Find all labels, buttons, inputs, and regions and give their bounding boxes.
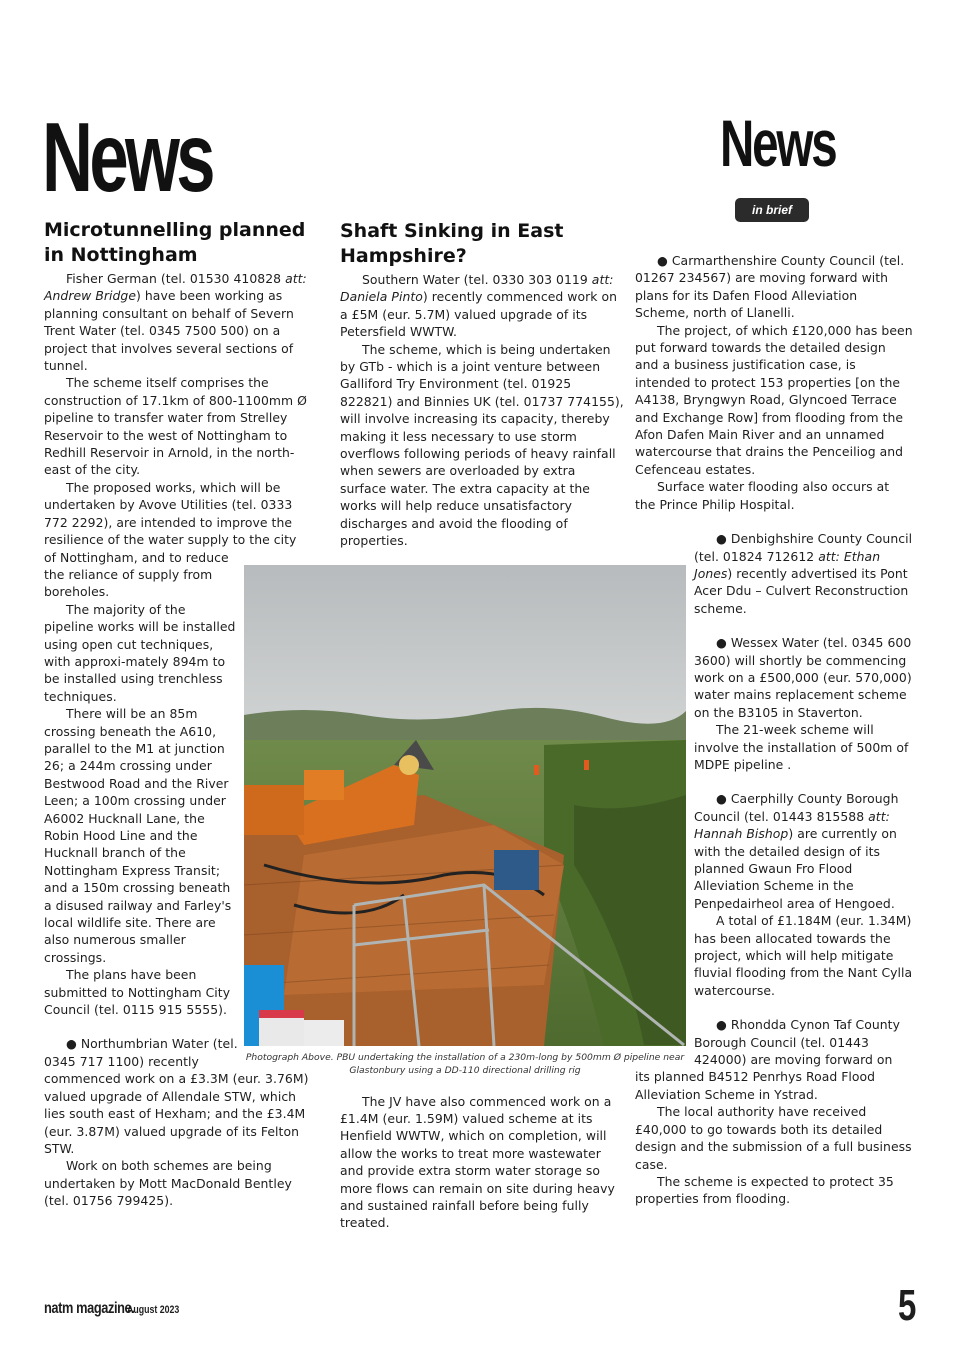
page-number: 5 (898, 1281, 917, 1330)
masthead-news-left: News (42, 102, 212, 212)
article-paragraph: The 21-week scheme will involve the installation of 500m of MDPE pipeline . (694, 722, 909, 772)
article-paragraph: Southern Water (tel. 0330 303 0119 att: Daniela Pinto) recently commenced work on a £5M (eur. 5.7M) valued upgrade of its Petersfield WWTW. (340, 272, 617, 340)
brief-rhondda: ● Rhondda Cynon Taf County Borough Council (tel. 01443 424000) are moving forward on (694, 1017, 900, 1068)
brief-carmarthenshire: ● Carmarthenshire County Council (tel. 01267 234567) are moving forward with plans for its Dafen Flood Alleviation Scheme, north of Llanelli. (635, 253, 905, 321)
brief-caerphilly: ● Caerphilly County Borough Council (tel. 01443 815588 att: Hannah Bishop) are currently on with the detailed design of its planned Gwaun Fro Flood Alleviation Scheme in the Penpedairheol area of Hengoed. (694, 791, 899, 911)
headline-microtunnelling: Microtunnelling planned in Nottingham (44, 219, 306, 266)
drilling-rig-photo-illustration (244, 565, 686, 1046)
article-paragraph: The proposed works, which will be undertaken by Avove Utilities (tel. 0333 772 2292), are intended to improve the resilience of the water supply to the city (44, 479, 297, 548)
article-paragraph: The scheme, which is being undertaken by GTb - which is a joint venture between Galliford Try Environment (tel. 01925 822821) and Binnies UK (tel. 01737 774155), will involve increasing its capacity, thereby making it less necessary to use storm overflows following periods of heavy rainfall when sewers are overloaded by extra surface water. The extra capacity at the works will help reduce unsatisfactory discharges and avoid the flooding of properties. (340, 341, 624, 549)
article-paragraph: Surface water flooding also occurs at the Prince Philip Hospital. (635, 479, 890, 512)
footer-issue-date: August 2023 (127, 1304, 180, 1316)
article-paragraph: The JV have also commenced work on a £1.4M (eur. 1.59M) valued scheme at its Henfield WWTW, which on completion, will allow the works to treat more wastewater and provide extra storm water storage so more flows can remain on site during heavy and sustained rainfall before being fully treated. (340, 1093, 615, 1231)
article-paragraph: Fisher German (tel. 01530 410828 att: Andrew Bridge) have been working as planning consultant on behalf of Severn Trent Water (tel. 0345 7500 500) on a project that involves several sections of tunnel. (44, 271, 307, 374)
masthead-news-right: News (720, 106, 836, 180)
in-brief-badge: in brief (735, 198, 809, 222)
article-paragraph: The scheme itself comprises the construction of 17.1km of 800-1100mm Ø pipeline to transfer water from Strelley Reservoir to the west of Nottingham to Redhill Reservoir in Arnold, in the north-east of the city. (44, 375, 307, 478)
article-paragraph: A total of £1.184M (eur. 1.34M) has been allocated towards the project, which will help mitigate fluvial flooding from the Nant Cylla watercourse. (694, 913, 913, 998)
photo-caption: Photograph Above. PBU undertaking the installation of a 230m-long by 500mm Ø pipeline near Glastonbury using a DD-110 directional drilling rig (245, 1052, 685, 1076)
indented-wrap (694, 530, 913, 1068)
article-paragraph: The majority of the pipeline works will be installed using open cut techniques, with approxi-mately 894m to be installed using trenchless techniques. (44, 601, 236, 704)
footer-magazine-name: natm magazine. (44, 1300, 135, 1317)
article-paragraph: There will be an 85m crossing beneath the A610, parallel to the M1 at junction 26; a 244m crossing under Bestwood Road and the River Leen; a 100m crossing under A6002 Hucknall Lane, the Robin Hood Line and the Hucknall branch of the Nottingham Express Transit; and a 150m crossing beneath a disused railway and Farley's local wildlife site. There are also numerous smaller crossings. (44, 706, 232, 965)
article-paragraph: commenced work on a £3.3M (eur. 3.76M) valued upgrade of Allendale STW, which lies south east of Hexham; and the £3.4M (eur. 3.87M) valued upgrade of its Felton STW. (44, 1071, 309, 1156)
article-paragraph: The plans have been submitted to Nottingham City Council (tel. 0115 915 5555). (44, 967, 231, 1018)
article-paragraph: its planned B4512 Penrhys Road Flood Alleviation Scheme in Ystrad. (635, 1069, 876, 1102)
article-paragraph: The local authority have received £40,000 to go towards both its detailed design and the submission of a full business case. (635, 1104, 912, 1172)
article-paragraph: Work on both schemes are being undertaken by Mott MacDonald Bentley (tel. 01756 799425). (44, 1158, 292, 1209)
site-photo (244, 565, 686, 1046)
headline-shaft-sinking: Shaft Sinking in East Hampshire? (340, 220, 564, 267)
article-paragraph: of Nottingham, and to reduce the reliance of supply from boreholes. (44, 549, 229, 600)
brief-wessex-water: ● Wessex Water (tel. 0345 600 3600) will shortly be commencing work on a £500,000 (eur. 570,000) water mains replacement scheme on the B3105 in Staverton. (694, 635, 912, 720)
brief-northumbrian: ● Northumbrian Water (tel. 0345 717 1100) recently (44, 1036, 238, 1069)
article-paragraph: The project, of which £120,000 has been put forward towards the detailed design and a business justification case, is intended to protect 153 properties [on the A4138, Bryngwyn Road, Glyncoed Terrace and Exchange Row] from flooding from the Afon Dafen Main River and an unnamed watercourse that drains the Penceiliog and Cefenceau estates. (635, 322, 913, 477)
narrow-wrap (44, 549, 238, 1071)
brief-denbighshire: ● Denbighshire County Council (tel. 01824 712612 att: Ethan Jones) recently advertised its Pont Acer Ddu – Culvert Reconstruction scheme. (694, 531, 913, 616)
article-paragraph: The scheme is expected to protect 35 properties from flooding. (635, 1173, 894, 1207)
